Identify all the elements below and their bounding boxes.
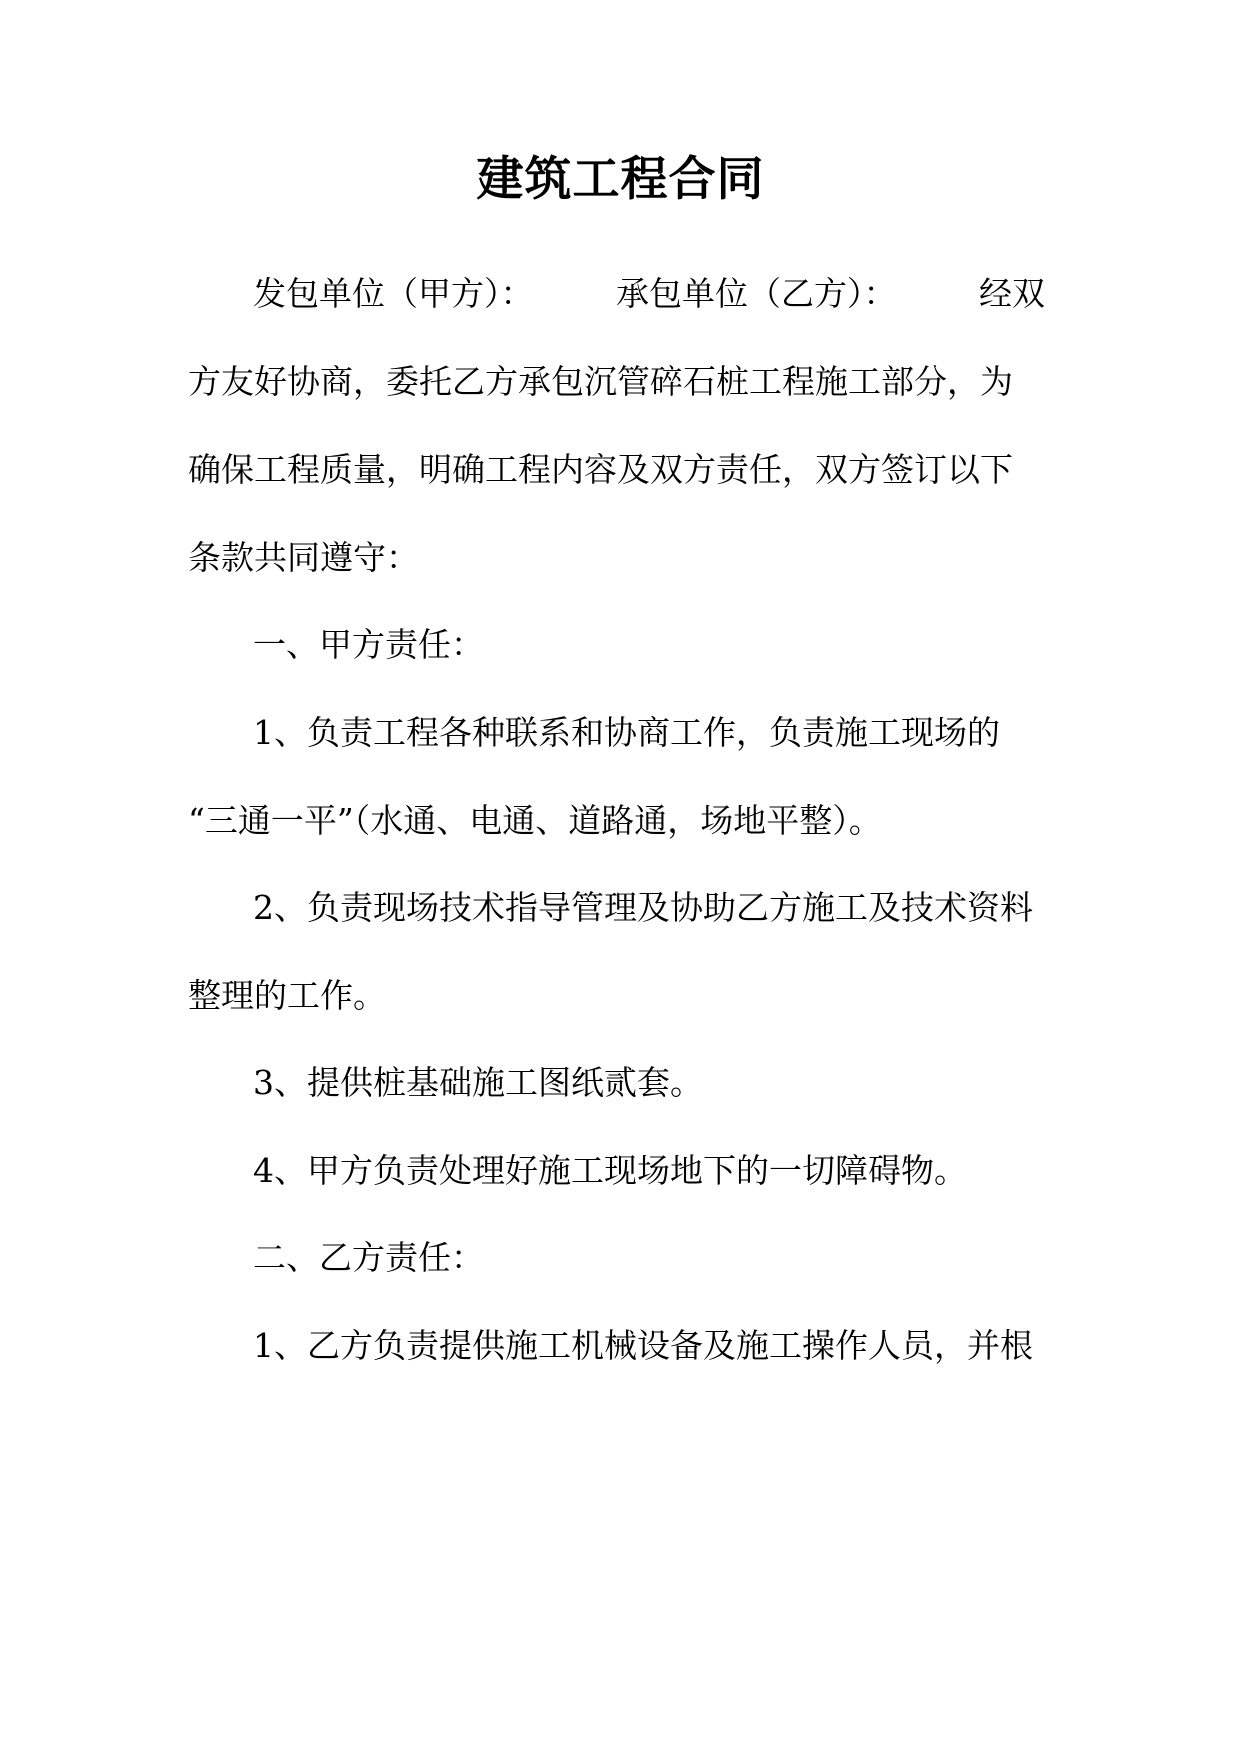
body-line: 确保工程质量，明确工程内容及双方责任，双方签订以下	[188, 450, 1013, 489]
body-line: 方友好协商，委托乙方承包沉管碎石桩工程施工部分，为	[188, 362, 1013, 401]
body-line: 1、乙方负责提供施工机械设备及施工操作人员，并根	[253, 1326, 1033, 1365]
body-line: 3、提供桩基础施工图纸贰套。	[253, 1063, 703, 1102]
body-line: 2、负责现场技术指导管理及协助乙方施工及技术资料	[253, 888, 1033, 927]
section-heading: 二、乙方责任：	[253, 1238, 484, 1277]
body-line: 整理的工作。	[188, 976, 386, 1015]
body-line: 发包单位（甲方）： 承包单位（乙方）： 经双	[253, 274, 1045, 313]
body-line: 4、甲方负责处理好施工现场地下的一切障碍物。	[253, 1151, 967, 1190]
section-heading: 一、甲方责任：	[253, 625, 484, 664]
body-line: “三通一平”（水通、电通、道路通，场地平整）。	[188, 801, 882, 840]
body-line: 1、负责工程各种联系和协商工作，负责施工现场的	[253, 713, 1000, 752]
document-title: 建筑工程合同	[476, 152, 765, 207]
body-line: 条款共同遵守：	[188, 538, 419, 577]
